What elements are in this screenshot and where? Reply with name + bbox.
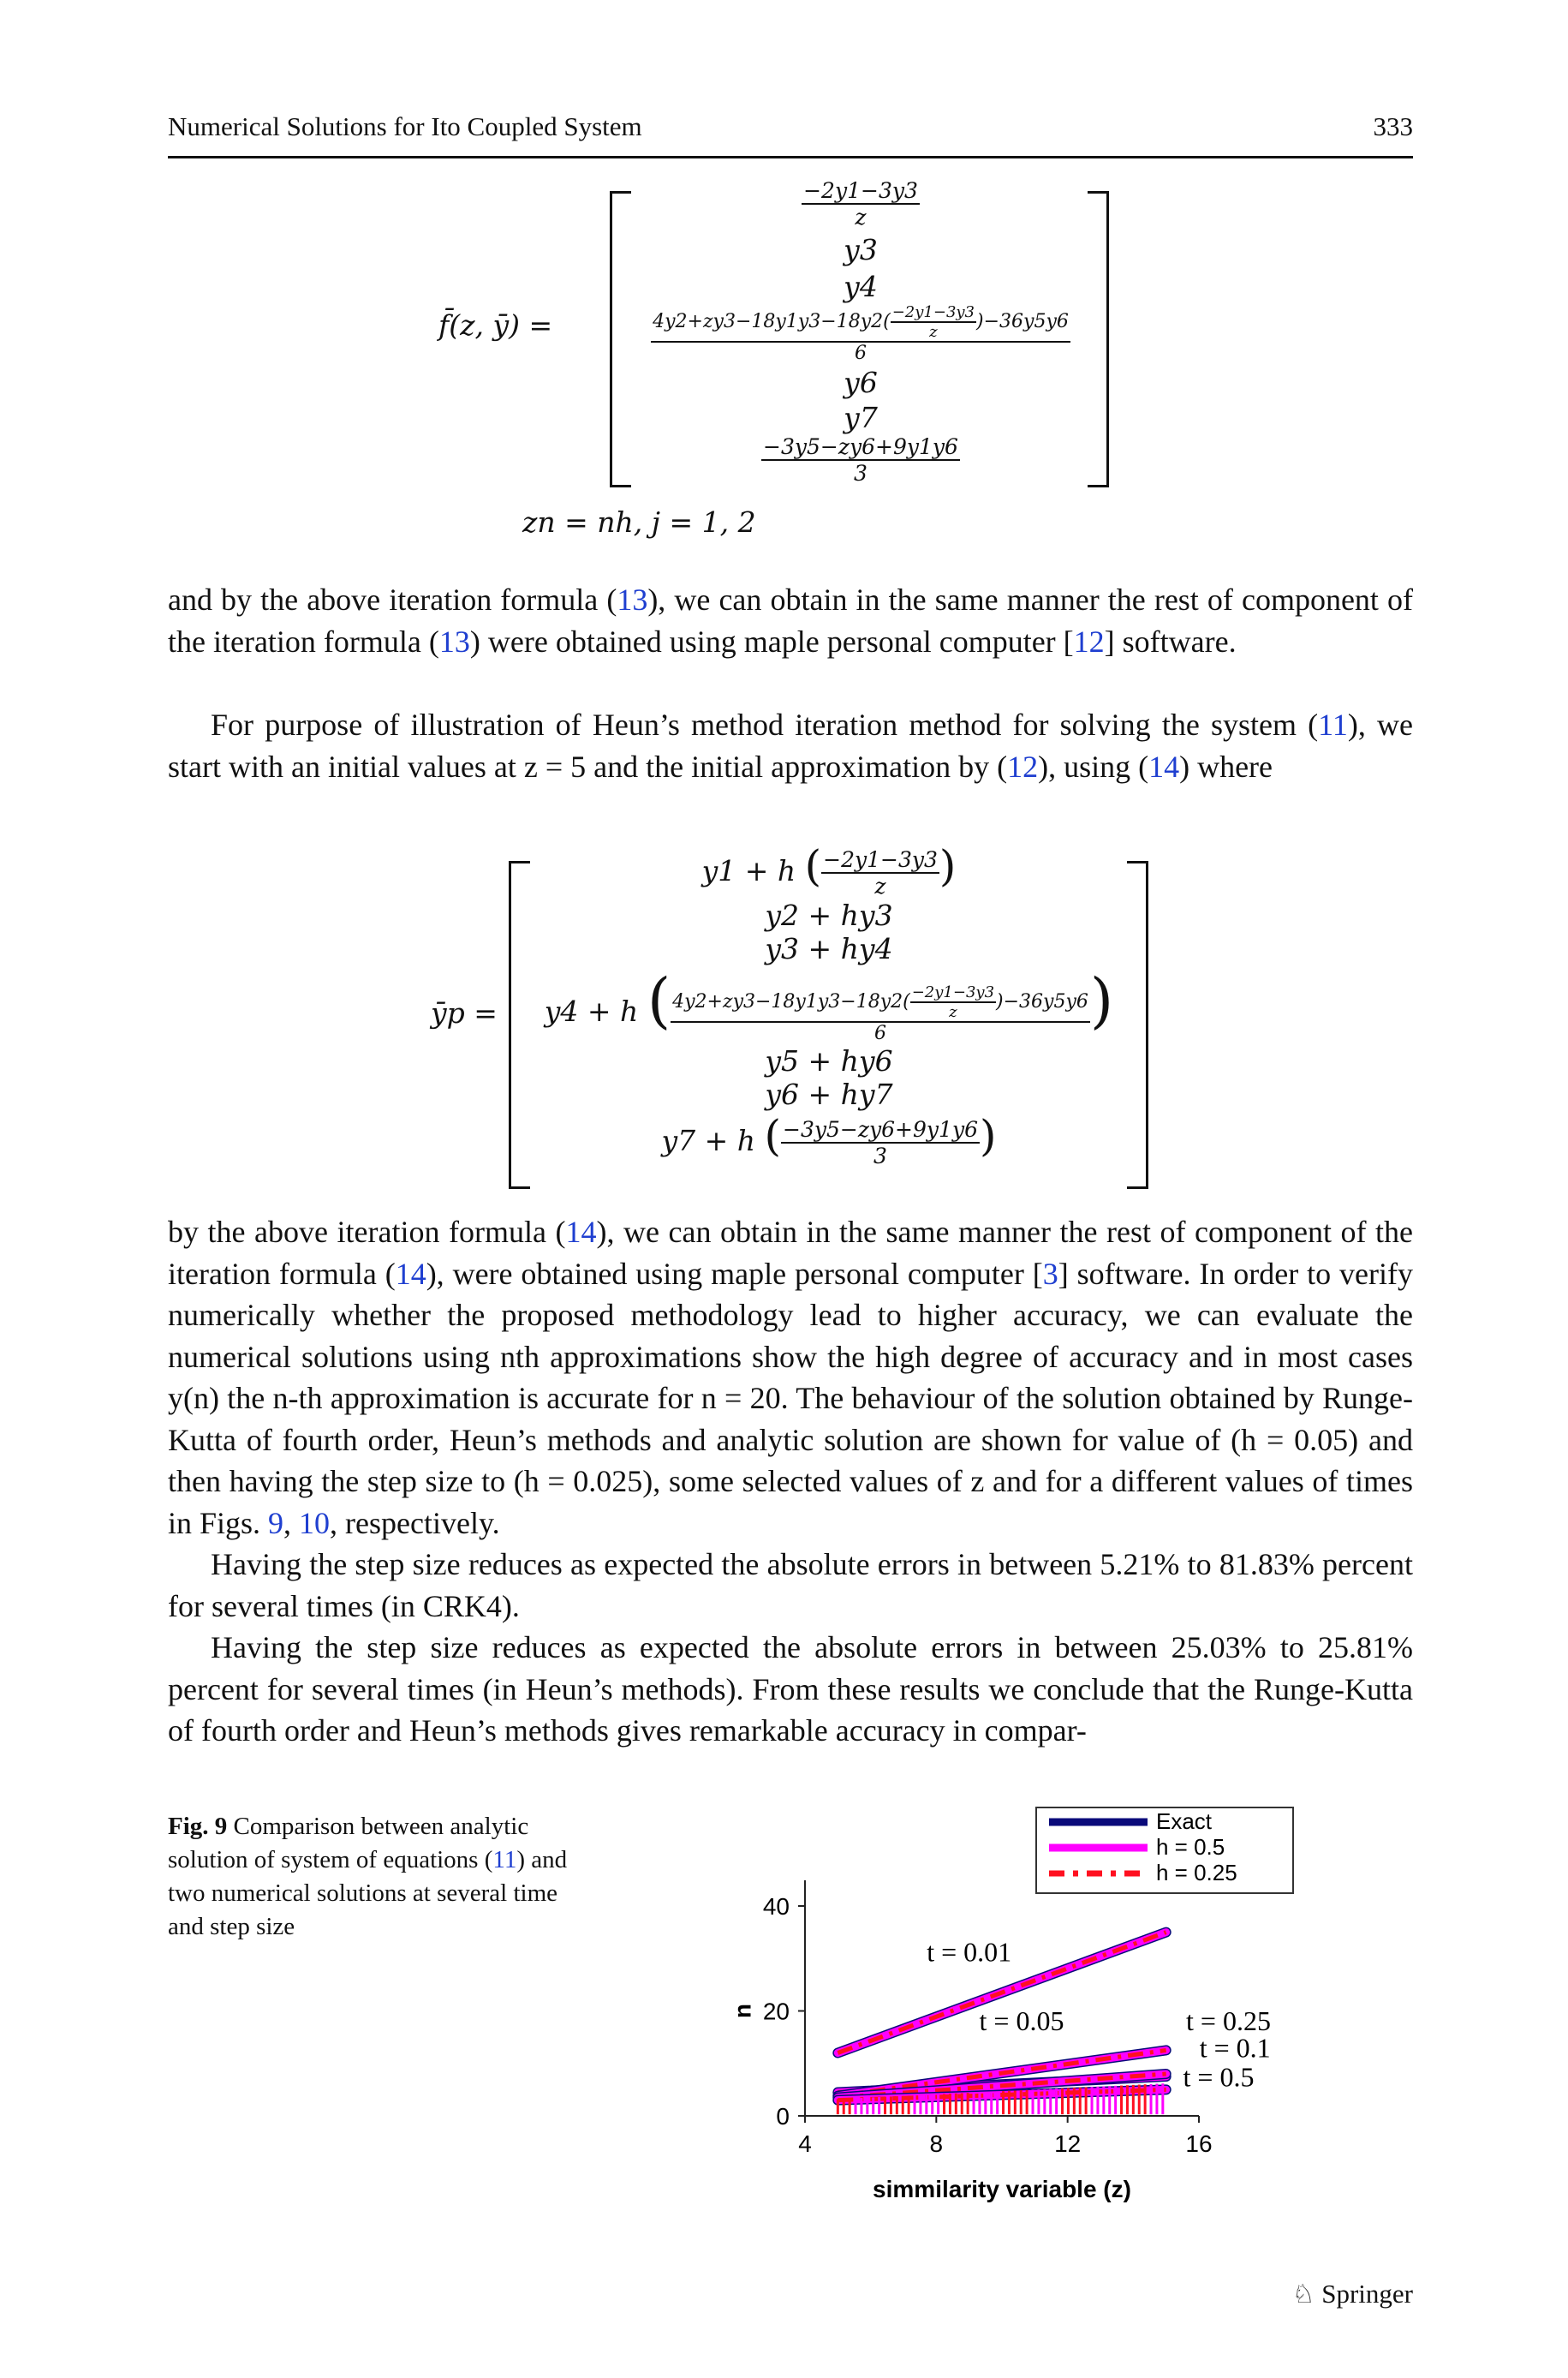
header-rule [168, 156, 1413, 158]
eq2-row7-a: y7 + h [661, 1123, 756, 1157]
springer-logo-icon: ♘ [1291, 2280, 1315, 2309]
eq2-right-bracket [1127, 861, 1148, 1189]
eq2-row4-num-b: )−36y5y6 [996, 990, 1088, 1013]
caption-b: ) and two numerical solutions at several time and step size [168, 1846, 568, 1940]
eq2-left-bracket [509, 861, 530, 1189]
eq2-row5: y5 + hy6 [765, 1043, 893, 1078]
legend-label: Exact [1156, 1808, 1213, 1834]
fig-10-link[interactable]: 10 [299, 1505, 331, 1540]
eq2-row7-num: −3y5−zy6+9y1y6 [783, 1116, 978, 1142]
y-tick-label: 40 [762, 1893, 790, 1920]
para3-c: ), were obtained using maple personal computer [ [426, 1256, 1043, 1291]
chart-layer [733, 1807, 1293, 2202]
ref-12-link[interactable]: 12 [1073, 624, 1105, 659]
eq2-row3: y3 + hy4 [765, 932, 893, 965]
ref-11-link-2[interactable]: 11 [492, 1846, 517, 1873]
figure-9-chart [702, 1799, 1319, 2244]
para1-b: ), we can obtain in the same manner the rest of component of the iteration formula ( [168, 583, 1413, 659]
para1-c: ) were obtained using maple personal computer [ [469, 624, 1074, 659]
eq1-row4-num [651, 303, 1070, 343]
x-tick-label: 12 [1054, 2130, 1082, 2157]
ref-14-link-3[interactable]: 14 [395, 1256, 426, 1291]
eq1-row4-num-b: )−36y5y6 [976, 311, 1069, 332]
legend-label: h = 0.5 [1156, 1834, 1225, 1860]
x-axis-label: simmilarity variable (z) [873, 2176, 1131, 2202]
eq2-row4-inner-num: −2y1−3y3 [911, 983, 995, 1001]
eq1-row7-den: 3 [854, 461, 867, 486]
eq1-row1-den: z [855, 205, 867, 230]
x-tick-label: 4 [798, 2130, 812, 2157]
x-tick-label: 8 [929, 2130, 944, 2157]
eq2-row1-frac [821, 847, 939, 899]
figure-caption [168, 1810, 570, 1944]
eq1-row2: y3 [844, 233, 878, 266]
eq1-matrix [634, 178, 1088, 486]
eq1-row7-num: −3y5−zy6+9y1y6 [763, 434, 958, 459]
eq2-row7-den: 3 [873, 1143, 887, 1168]
eq2-row4-num [671, 983, 1090, 1023]
eq1-row4-den: 6 [855, 343, 867, 364]
eq1-right-bracket [1088, 191, 1109, 487]
para4-text: Having the step size reduces as expected the absolute errors in between 5.21% to 81.83% percent for several times (in CRK4). [168, 1547, 1413, 1623]
para2-d: ) where [1179, 749, 1273, 784]
eq2-row6: y6 + hy7 [765, 1077, 893, 1111]
eq1-row3: y4 [844, 270, 878, 303]
paragraph-1 [168, 579, 1413, 662]
springer-footer [1292, 2279, 1413, 2309]
eq2-row4-frac [671, 983, 1090, 1044]
eq2-row4-a: y4 + h [544, 995, 639, 1028]
para2-a: For purpose of illustration of Heun’s method iteration method for solving the system ( [211, 708, 1319, 742]
legend-label: h = 0.25 [1156, 1860, 1237, 1885]
eq2-row4-num-a: 4y2+zy3−18y1y3−18y2( [672, 990, 910, 1013]
para2-b: ), we start with an initial values at z = 5 and the initial approximation by ( [168, 708, 1413, 784]
ref-12-link-2[interactable]: 12 [1007, 749, 1039, 784]
eq1-row5: y6 [844, 366, 878, 399]
eq1-row4-inner-num: −2y1−3y3 [891, 303, 975, 321]
eq1-row6: y7 [844, 401, 878, 434]
paragraph-2 [168, 704, 1413, 787]
y-tick-label: 20 [762, 1998, 790, 2025]
eq2-row4-inner [910, 983, 996, 1021]
curve-annotation: t = 0.25 [1186, 2005, 1271, 2037]
eq1-row4-inner [891, 303, 976, 341]
curve-annotation: t = 0.05 [979, 2005, 1064, 2037]
eq1-left-bracket [610, 191, 631, 487]
para3-a: by the above iteration formula ( [168, 1215, 566, 1249]
curve-annotation: t = 0.01 [927, 1936, 1012, 1968]
eq2-lhs: ȳp = [431, 996, 498, 1030]
eq2-row1-num: −2y1−3y3 [823, 847, 938, 872]
curve-annotation: t = 0.1 [1199, 2032, 1271, 2064]
ref-14-link-2[interactable]: 14 [565, 1215, 597, 1249]
ref-13-link[interactable]: 13 [617, 583, 648, 617]
eq2-matrix [531, 841, 1127, 1168]
page-number: 333 [1373, 111, 1413, 141]
para1-d: ] software. [1104, 624, 1237, 659]
fig-9-link[interactable]: 9 [268, 1505, 284, 1540]
eq2-row4-den: 6 [874, 1022, 887, 1044]
ref-11-link[interactable]: 11 [1318, 708, 1348, 742]
paragraph-3 [168, 1211, 1413, 1544]
para3-e: , respectively. [330, 1505, 500, 1540]
eq2-row1-den: z [874, 874, 886, 899]
publisher-name: Springer [1321, 2279, 1413, 2309]
eq1-zn: zn = nh, j = 1, 2 [522, 505, 756, 539]
paragraph-5 [168, 1627, 1413, 1752]
para1-a: and by the above iteration formula ( [168, 583, 617, 617]
eq1-row4-inner-den: z [929, 323, 938, 341]
eq2-row7-frac [781, 1117, 980, 1168]
eq2-row7: y7 + h ( $\frac{-3y5-zy6+9y1y6}{3}$ ) [661, 1110, 997, 1168]
para2-c: ), using ( [1038, 749, 1149, 784]
x-tick-label: 16 [1185, 2130, 1213, 2157]
eq1-row1-num: −2y1−3y3 [803, 178, 918, 203]
eq1-row4 [651, 303, 1070, 364]
curve-annotation: t = 0.5 [1183, 2061, 1255, 2093]
eq1-row7 [761, 434, 960, 486]
y-axis-label: u [733, 2003, 760, 2019]
para3-sep: , [283, 1505, 300, 1540]
ref-3-link[interactable]: 3 [1042, 1256, 1058, 1291]
eq1-row4-num-a: 4y2+zy3−18y1y3−18y2( [653, 311, 891, 332]
y-tick-label: 0 [776, 2103, 790, 2130]
caption-label: Fig. 9 [168, 1813, 228, 1840]
para3-b: ), we can obtain in the same manner the rest of component of the iteration formula ( [168, 1215, 1413, 1291]
para5-text: Having the step size reduces as expected the absolute errors in between 25.03% to 25.81% percent for several times (in Heun’s methods). From these results we conclude that the Runge-Kutta of fourth order and Heun’s methods gives remarkable accuracy in compar- [168, 1630, 1413, 1748]
para3-d: ] software. In order to verify numerically whether the proposed methodology lead to higher accuracy, we can evaluate the numerical solutions using nth approximations show the high degree of accuracy and in most cases y(n) the n-th approximation is accurate for n = 20. The behaviour of the solution obtained by Runge-Kutta of fourth order, Heun’s methods and analytic solution are shown for value of (h = 0.05) and then having the step size to (h = 0.025), some selected values of z and for a different values of times in Figs. [168, 1256, 1413, 1540]
ref-13-link-2[interactable]: 13 [438, 624, 470, 659]
eq1-row1 [802, 178, 920, 230]
eq2-row1-a: y1 + h [701, 854, 796, 887]
ref-14-link[interactable]: 14 [1148, 749, 1180, 784]
eq1-lhs: f̄(z, ȳ) = [438, 308, 553, 342]
eq2-row2: y2 + hy3 [765, 899, 893, 932]
running-title: Numerical Solutions for Ito Coupled System [168, 111, 642, 141]
paragraph-4 [168, 1544, 1413, 1627]
eq2-row1: y1 + h ( $\frac{-2y1-3y3}{z}$ ) [701, 841, 957, 899]
caption-a: Comparison between analytic solution of system of equations ( [168, 1813, 529, 1873]
eq2-row4: y4 + h ( 4y2+zy3−18y1y3−18y2( $\frac{-2y1-3y3}{z}$ )−36y5y6 6 ) [544, 965, 1114, 1044]
eq2-row4-inner-den: z [949, 1002, 957, 1021]
